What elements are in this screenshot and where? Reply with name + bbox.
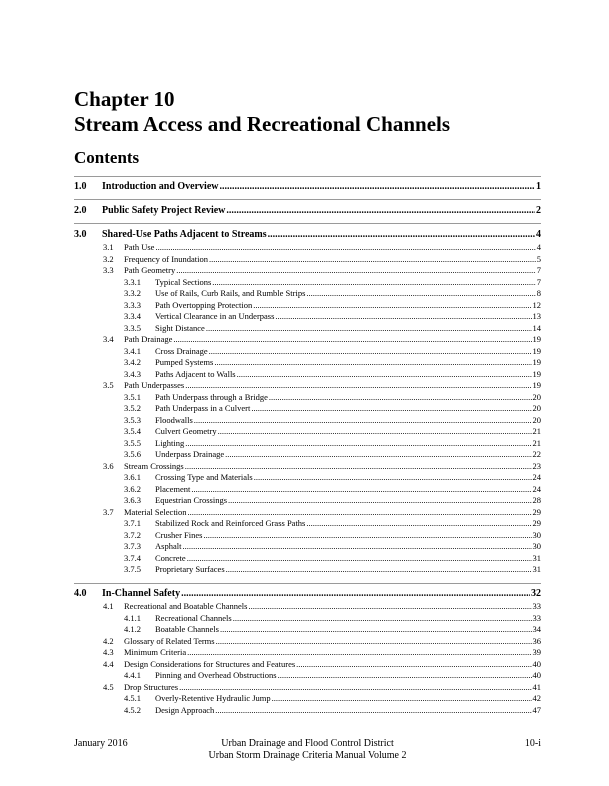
toc-page: 19 <box>532 345 541 356</box>
toc-number: 4.5.1 <box>124 693 141 703</box>
toc-number: 4.4.1 <box>124 670 141 680</box>
dot-leader <box>275 311 531 322</box>
toc-number: 3.7.3 <box>124 541 141 551</box>
toc-section-3[interactable] <box>74 228 541 242</box>
dot-leader <box>228 495 531 506</box>
toc-page: 1 <box>536 181 541 192</box>
toc-number: 3.3.3 <box>124 299 141 310</box>
toc-number: 3.3.5 <box>124 322 141 333</box>
toc-page: 36 <box>532 635 541 646</box>
dot-leader <box>182 541 531 552</box>
toc-section-4[interactable] <box>74 587 541 601</box>
toc-subentry[interactable] <box>124 693 541 704</box>
toc-page: 4 <box>536 242 541 252</box>
toc-entry[interactable] <box>103 380 541 391</box>
toc-number: 3.5.3 <box>124 414 141 425</box>
toc-number: 3.6.2 <box>124 483 141 494</box>
toc-title: Path Geometry <box>124 265 176 275</box>
toc-subentry[interactable] <box>124 415 541 426</box>
toc-number: 3.4.3 <box>124 368 141 379</box>
dot-leader <box>306 288 535 299</box>
toc-subentry[interactable] <box>124 357 541 368</box>
dot-leader <box>206 323 532 334</box>
footer-publisher <box>74 738 541 762</box>
dot-leader <box>226 204 535 218</box>
dot-leader <box>194 415 532 426</box>
toc-title: Crusher Fines <box>155 529 203 540</box>
dot-leader <box>272 693 532 704</box>
section-divider <box>74 223 541 224</box>
dot-leader <box>268 228 535 242</box>
toc-number: 4.1.1 <box>124 612 141 623</box>
footer-org: Urban Drainage and Flood Control District <box>221 738 394 749</box>
chapter-number: Chapter 10 <box>74 87 175 111</box>
dot-leader <box>220 180 536 194</box>
toc-subentry[interactable] <box>124 403 541 414</box>
toc-subentry[interactable] <box>124 530 541 541</box>
toc-subentry[interactable] <box>124 564 541 575</box>
toc-subentry[interactable] <box>124 553 541 564</box>
toc-number: 3.0 <box>74 229 87 240</box>
section-divider <box>74 199 541 200</box>
toc-title: Frequency of Inundation <box>124 253 209 264</box>
toc-page: 24 <box>532 472 541 482</box>
toc-title: Introduction and Overview <box>102 181 219 192</box>
toc-number: 4.2 <box>103 635 114 646</box>
toc-page: 14 <box>532 322 541 333</box>
toc-page: 4 <box>536 229 541 240</box>
toc-number: 4.5.2 <box>124 704 141 715</box>
toc-page: 47 <box>532 704 541 715</box>
dot-leader <box>185 461 532 472</box>
toc-subentry[interactable] <box>124 624 541 635</box>
toc-title: Pinning and Overhead Obstructions <box>155 670 277 680</box>
toc-number: 3.5.1 <box>124 391 141 402</box>
toc-subentry[interactable] <box>124 311 541 322</box>
toc-entry[interactable] <box>103 242 541 253</box>
dot-leader <box>296 659 531 670</box>
toc-entry[interactable] <box>103 682 541 693</box>
toc-title: Proprietary Surfaces <box>155 564 225 574</box>
toc-title: Shared-Use Paths Adjacent to Streams <box>102 229 267 240</box>
toc-page: 12 <box>532 299 541 310</box>
toc-page: 33 <box>532 612 541 623</box>
toc-page: 41 <box>532 681 541 692</box>
toc-subentry[interactable] <box>124 323 541 334</box>
toc-number: 3.5 <box>103 380 114 390</box>
toc-page: 2 <box>536 205 541 216</box>
toc-title: Boatable Channels <box>155 624 219 634</box>
toc-number: 3.7.2 <box>124 529 141 540</box>
chapter-title <box>74 87 574 137</box>
page-footer <box>74 738 541 768</box>
footer-date: January 2016 <box>74 738 128 749</box>
dot-leader <box>269 392 532 403</box>
toc-subentry[interactable] <box>124 438 541 449</box>
toc-page: 19 <box>532 357 541 367</box>
toc-number: 3.7.5 <box>124 564 141 574</box>
toc-title: Typical Sections <box>155 276 212 287</box>
toc-subentry[interactable] <box>124 277 541 288</box>
toc-title: Minimum Criteria <box>124 647 187 657</box>
toc-page: 31 <box>532 564 541 574</box>
toc-entry[interactable] <box>103 507 541 518</box>
footer-manual: Urban Storm Drainage Criteria Manual Volume 2 <box>208 750 407 761</box>
toc-page: 40 <box>532 658 541 669</box>
dot-leader <box>216 636 532 647</box>
dot-leader <box>188 507 532 518</box>
toc-page: 20 <box>532 414 541 425</box>
dot-leader <box>212 277 535 288</box>
dot-leader <box>253 300 531 311</box>
toc-page: 21 <box>532 437 541 448</box>
dot-leader <box>226 564 532 575</box>
toc-page: 29 <box>532 506 541 517</box>
dot-leader <box>215 705 531 716</box>
dot-leader <box>173 334 531 345</box>
toc-number: 3.3 <box>103 265 114 275</box>
toc-page: 7 <box>536 265 541 275</box>
toc-number: 2.0 <box>74 205 87 216</box>
toc-title: Material Selection <box>124 506 187 517</box>
toc-title: Asphalt <box>155 541 182 551</box>
toc-title: Drop Structures <box>124 681 179 692</box>
toc-page: 20 <box>532 403 541 413</box>
toc-title: Stabilized Rock and Reinforced Grass Paths <box>155 518 306 528</box>
section-divider <box>74 583 541 584</box>
toc-title: In-Channel Safety <box>102 588 181 599</box>
dot-leader <box>254 472 532 483</box>
dot-leader <box>251 403 531 414</box>
toc-page: 5 <box>536 253 541 264</box>
toc-page: 23 <box>532 460 541 471</box>
toc-number: 3.5.4 <box>124 426 141 436</box>
toc-number: 3.6.3 <box>124 495 141 505</box>
toc-number: 3.1 <box>103 242 114 252</box>
toc-title: Paths Adjacent to Walls <box>155 368 236 379</box>
toc-number: 4.5 <box>103 681 114 692</box>
toc-title: Cross Drainage <box>155 345 208 356</box>
toc-number: 4.0 <box>74 588 87 599</box>
toc-number: 3.3.1 <box>124 276 141 287</box>
toc-subentry[interactable] <box>124 300 541 311</box>
toc-entry[interactable] <box>103 636 541 647</box>
toc-subentry[interactable] <box>124 670 541 681</box>
toc-subentry[interactable] <box>124 495 541 506</box>
toc-section-1[interactable] <box>74 180 541 194</box>
toc-entry[interactable] <box>103 334 541 345</box>
dot-leader <box>203 530 531 541</box>
toc-title: Recreational and Boatable Channels <box>124 601 248 611</box>
toc-page: 21 <box>532 426 541 436</box>
toc-number: 3.7.4 <box>124 552 141 563</box>
toc-title: Recreational Channels <box>155 612 232 623</box>
toc-page: 31 <box>532 552 541 563</box>
toc-title: Path Underpass through a Bridge <box>155 391 268 402</box>
toc-number: 3.5.6 <box>124 449 141 459</box>
toc-title: Sight Distance <box>155 322 205 333</box>
dot-leader <box>278 670 532 681</box>
toc-number: 3.4 <box>103 334 114 344</box>
toc-page: 42 <box>532 693 541 703</box>
toc-page: 30 <box>532 541 541 551</box>
toc-title: Stream Crossings <box>124 460 184 471</box>
toc-page: 34 <box>532 624 541 634</box>
toc-title: Overly-Retentive Hydraulic Jump <box>155 693 271 703</box>
toc-number: 3.3.2 <box>124 288 141 298</box>
toc-page: 8 <box>536 288 541 298</box>
toc-entry[interactable] <box>103 647 541 658</box>
toc-title: Design Approach <box>155 704 215 715</box>
toc-subentry[interactable] <box>124 484 541 495</box>
dot-leader <box>191 484 531 495</box>
toc-entry[interactable] <box>103 659 541 670</box>
toc-title: Path Underpasses <box>124 380 185 390</box>
dot-leader <box>181 587 530 601</box>
toc-title: Equestrian Crossings <box>155 495 228 505</box>
dot-leader <box>214 357 531 368</box>
toc-number: 3.4.1 <box>124 345 141 356</box>
dot-leader <box>185 438 531 449</box>
chapter-name: Stream Access and Recreational Channels <box>74 112 451 136</box>
toc-subentry[interactable] <box>124 705 541 716</box>
toc-subentry[interactable] <box>124 369 541 380</box>
toc-section-2[interactable] <box>74 204 541 218</box>
toc-subentry[interactable] <box>124 449 541 460</box>
toc-title: Crossing Type and Materials <box>155 472 253 482</box>
toc-title: Floodwalls <box>155 414 193 425</box>
toc-number: 3.5.2 <box>124 403 141 413</box>
dot-leader <box>185 380 531 391</box>
toc-number: 4.1.2 <box>124 624 141 634</box>
dot-leader <box>209 346 532 357</box>
dot-leader <box>209 254 536 265</box>
toc-subentry[interactable] <box>124 392 541 403</box>
toc-title: Glossary of Related Terms <box>124 635 215 646</box>
toc-title: Use of Rails, Curb Rails, and Rumble Strips <box>155 288 306 298</box>
toc-page: 22 <box>532 449 541 459</box>
toc-number: 3.6 <box>103 460 114 471</box>
toc-page: 29 <box>532 518 541 528</box>
toc-page: 24 <box>532 483 541 494</box>
toc-title: Culvert Geometry <box>155 426 217 436</box>
toc-subentry[interactable] <box>124 541 541 552</box>
toc-title: Vertical Clearance in an Underpass <box>155 311 275 321</box>
toc-entry[interactable] <box>103 254 541 265</box>
toc-title: Underpass Drainage <box>155 449 225 459</box>
toc-number: 4.1 <box>103 601 114 611</box>
toc-entry[interactable] <box>103 601 541 612</box>
dot-leader <box>187 553 532 564</box>
toc-page: 19 <box>532 334 541 344</box>
dot-leader <box>233 613 532 624</box>
section-divider <box>74 176 541 177</box>
dot-leader <box>176 265 536 276</box>
toc-page: 30 <box>532 529 541 540</box>
footer-page-number: 10-i <box>524 738 541 749</box>
toc-title: Public Safety Project Review <box>102 205 226 216</box>
toc-subentry[interactable] <box>124 613 541 624</box>
toc-page: 33 <box>532 601 541 611</box>
toc-title: Placement <box>155 483 191 494</box>
toc-page: 39 <box>532 647 541 657</box>
toc-entry[interactable] <box>103 265 541 276</box>
toc-number: 4.4 <box>103 658 114 669</box>
toc-number: 3.5.5 <box>124 437 141 448</box>
dot-leader <box>306 518 531 529</box>
toc-title: Pumped Systems <box>155 357 214 367</box>
toc-entry[interactable] <box>103 461 541 472</box>
toc-subentry[interactable] <box>124 426 541 437</box>
dot-leader <box>218 426 532 437</box>
toc-number: 3.7.1 <box>124 518 141 528</box>
contents-heading: Contents <box>74 148 140 167</box>
dot-leader <box>225 449 531 460</box>
toc-page: 19 <box>532 368 541 379</box>
toc-page: 13 <box>532 311 541 321</box>
toc-page: 40 <box>532 670 541 680</box>
toc-page: 19 <box>532 380 541 390</box>
dot-leader <box>220 624 532 635</box>
toc-page: 32 <box>531 588 541 599</box>
toc-title: Path Drainage <box>124 334 173 344</box>
toc-number: 1.0 <box>74 181 87 192</box>
toc-title: Lighting <box>155 437 185 448</box>
dot-leader <box>155 242 535 253</box>
toc-title: Path Use <box>124 242 155 252</box>
toc-subentry[interactable] <box>124 472 541 483</box>
toc-title: Path Overtopping Protection <box>155 299 253 310</box>
toc-page: 7 <box>536 276 541 287</box>
toc-title: Concrete <box>155 552 186 563</box>
toc-number: 3.2 <box>103 253 114 264</box>
dot-leader <box>248 601 531 612</box>
toc-page: 20 <box>532 391 541 402</box>
toc-title: Path Underpass in a Culvert <box>155 403 251 413</box>
dot-leader <box>179 682 531 693</box>
toc-number: 3.4.2 <box>124 357 141 367</box>
toc-number: 3.3.4 <box>124 311 141 321</box>
toc-subentry[interactable] <box>124 346 541 357</box>
toc-page: 28 <box>532 495 541 505</box>
toc-subentry[interactable] <box>124 518 541 529</box>
dot-leader <box>237 369 532 380</box>
toc-number: 4.3 <box>103 647 114 657</box>
toc-title: Design Considerations for Structures and Features <box>124 658 296 669</box>
toc-subentry[interactable] <box>124 288 541 299</box>
toc-number: 3.6.1 <box>124 472 141 482</box>
toc-number: 3.7 <box>103 506 114 517</box>
dot-leader <box>187 647 531 658</box>
